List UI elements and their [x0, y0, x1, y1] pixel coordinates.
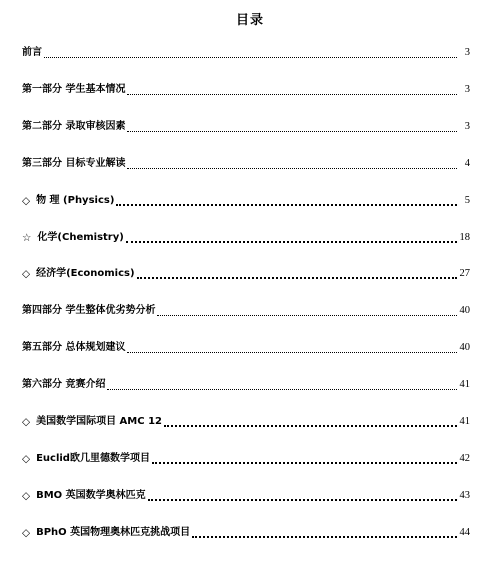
toc-entry[interactable] — [22, 339, 470, 355]
toc-page-number: 3 — [464, 47, 470, 58]
toc-leader-dots — [107, 388, 456, 390]
toc-leader-dots — [152, 461, 457, 464]
toc-leader-dots — [126, 240, 457, 243]
toc-entry-label: 第三部分 目标专业解读 — [22, 157, 126, 169]
toc-entry[interactable] — [22, 487, 470, 503]
diamond-bullet-icon: ◇ — [22, 268, 31, 281]
toc-page-number: 3 — [464, 83, 470, 95]
toc-entry[interactable] — [22, 118, 470, 134]
toc-leader-dots — [137, 276, 457, 279]
toc-entry[interactable] — [22, 81, 470, 97]
toc-page-number: 41 — [459, 379, 470, 391]
toc-leader-dots — [148, 498, 457, 501]
toc-entry[interactable] — [22, 413, 470, 429]
toc-page-number: 3 — [464, 120, 470, 132]
toc-entry-label: BPhO 英国物理奥林匹克挑战项目 — [36, 526, 191, 538]
toc-page-number: 44 — [459, 526, 470, 538]
toc-page-number: 4 — [464, 157, 470, 169]
toc-entry-label: BMO 英国数学奥林匹克 — [36, 489, 146, 501]
toc-page-number: 27 — [459, 268, 470, 280]
toc-entry-label: 物 理 (Physics) — [36, 194, 115, 206]
toc-entry[interactable] — [22, 450, 470, 466]
toc-entry-label: 第四部分 学生整体优劣势分析 — [22, 305, 156, 317]
toc-entry[interactable] — [22, 192, 470, 208]
toc-entry-label: 第二部分 录取审核因素 — [22, 120, 126, 132]
toc-entry-label: 第一部分 学生基本情况 — [22, 83, 126, 95]
toc-page-number: 40 — [459, 342, 470, 354]
toc-page-number: 5 — [464, 194, 470, 206]
toc-page-number: 18 — [459, 231, 470, 243]
toc-leader-dots — [127, 130, 457, 132]
toc-entry-label: 前言 — [22, 47, 42, 58]
toc-entry-label: 美国数学国际项目 AMC 12 — [36, 416, 162, 427]
diamond-bullet-icon: ◇ — [22, 489, 31, 502]
toc-page-number: 42 — [459, 452, 470, 464]
toc-entry[interactable] — [22, 229, 470, 245]
toc-title: 目录 — [235, 13, 264, 28]
toc-entry[interactable] — [22, 155, 470, 171]
diamond-bullet-icon: ◇ — [22, 526, 31, 539]
toc-entry-label: 第六部分 竞赛介绍 — [22, 379, 106, 391]
toc-leader-dots — [116, 203, 457, 206]
toc-leader-dots — [164, 424, 457, 427]
toc-entry[interactable] — [22, 44, 470, 60]
diamond-bullet-icon: ◇ — [22, 194, 31, 207]
diamond-bullet-icon: ◇ — [22, 416, 31, 428]
toc-page-number: 41 — [459, 416, 470, 427]
star-bullet-icon: ☆ — [22, 231, 32, 244]
toc-leader-dots — [127, 93, 457, 95]
toc-entry-label: 化学(Chemistry) — [37, 231, 124, 243]
toc-entry[interactable] — [22, 524, 470, 540]
toc-leader-dots — [157, 314, 456, 316]
toc-leader-dots — [44, 56, 457, 58]
diamond-bullet-icon: ◇ — [22, 452, 31, 465]
toc-entry[interactable] — [22, 302, 470, 318]
toc-entry-label: 第五部分 总体规划建议 — [22, 342, 126, 354]
toc-leader-dots — [127, 351, 456, 353]
toc-page-number: 43 — [459, 489, 470, 501]
toc-entry[interactable] — [22, 265, 470, 281]
toc-page-number: 40 — [459, 305, 470, 317]
toc-leader-dots — [127, 167, 457, 169]
toc-entry[interactable] — [22, 376, 470, 392]
toc-entry-label: Euclid欧几里德数学项目 — [36, 452, 150, 464]
toc-leader-dots — [192, 535, 456, 538]
toc-entry-label: 经济学(Economics) — [36, 268, 135, 280]
